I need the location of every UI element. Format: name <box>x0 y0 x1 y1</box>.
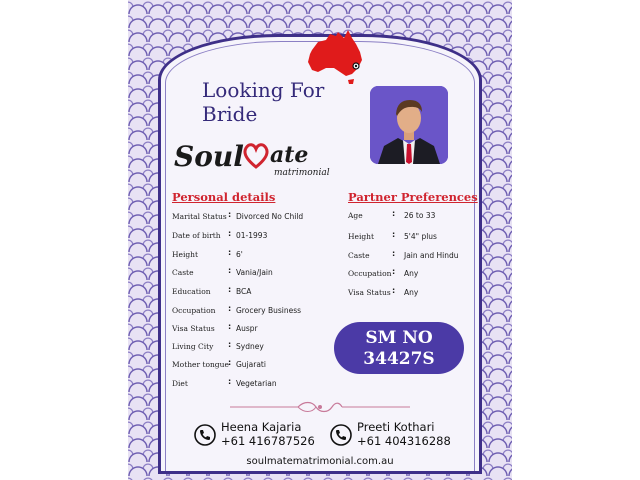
phone-icon <box>330 424 352 446</box>
detail-value: 01-1993 <box>236 231 268 240</box>
detail-row <box>172 250 198 259</box>
sm-number-badge <box>334 322 464 374</box>
title-line-1: Looking For <box>202 78 325 102</box>
preference-value: Any <box>404 288 419 297</box>
contact-phone[interactable]: +61 404316288 <box>357 434 451 448</box>
detail-value: 6' <box>236 250 243 259</box>
colon: : <box>392 209 396 218</box>
detail-value: Sydney <box>236 342 264 351</box>
detail-label: Visa Status <box>172 324 215 333</box>
detail-label: Occupation <box>172 306 216 315</box>
preference-value: 5'4" plus <box>404 232 437 241</box>
phone-icon <box>194 424 216 446</box>
partner-preferences-heading: Partner Preferences <box>348 190 478 204</box>
colon: : <box>228 322 232 331</box>
preference-value: Any <box>404 269 419 278</box>
colon: : <box>228 229 232 238</box>
preference-value: Jain and Hindu <box>404 251 459 260</box>
colon: : <box>228 304 232 313</box>
detail-row <box>172 324 215 333</box>
logo-subtitle: matrimonial <box>274 168 330 178</box>
detail-row <box>172 268 194 277</box>
detail-value: Grocery Business <box>236 306 302 315</box>
poster <box>128 0 512 480</box>
preference-row <box>348 251 370 260</box>
colon: : <box>392 230 396 239</box>
detail-value: Vania/Jain <box>236 268 273 277</box>
sm-number-value: 34427S <box>363 349 435 369</box>
profile-photo <box>370 86 448 164</box>
contact-heena[interactable] <box>194 420 315 448</box>
contact-name: Heena Kajaria <box>221 420 302 434</box>
preference-value: 26 to 33 <box>404 211 436 220</box>
detail-value: Gujarati <box>236 360 266 369</box>
colon: : <box>392 286 396 295</box>
logo-word-soul: Soul <box>174 140 244 173</box>
detail-row <box>172 231 221 240</box>
sm-number-label: SM NO <box>365 328 433 348</box>
preference-label: Height <box>348 232 375 241</box>
preference-row <box>348 269 391 278</box>
detail-value: Auspr <box>236 324 258 333</box>
colon: : <box>228 340 232 349</box>
colon: : <box>228 248 232 257</box>
detail-row <box>172 358 232 369</box>
colon: : <box>228 210 232 219</box>
colon: : <box>228 358 232 367</box>
preference-label: Occupation <box>348 269 392 278</box>
detail-value: BCA <box>236 287 252 296</box>
detail-row <box>172 379 188 388</box>
detail-row <box>172 306 215 315</box>
colon: : <box>392 267 396 276</box>
contact-name: Preeti Kothari <box>357 420 435 434</box>
detail-label: Marital Status <box>172 212 227 221</box>
person-avatar-icon <box>370 86 448 164</box>
detail-value: Divorced No Child <box>236 212 304 221</box>
preference-label: Visa Status <box>348 288 391 297</box>
detail-label: Height <box>172 250 199 259</box>
preference-row <box>348 288 391 297</box>
preference-label: Caste <box>348 251 370 260</box>
contact-phone[interactable]: +61 416787526 <box>221 434 315 448</box>
detail-row <box>172 342 213 351</box>
page-title <box>202 78 352 126</box>
soulmate-logo <box>172 140 332 182</box>
detail-label: Diet <box>172 379 188 388</box>
logo-word-ate: ate <box>270 142 309 168</box>
heart-icon <box>242 140 270 170</box>
preference-row <box>348 232 374 241</box>
contact-preeti[interactable] <box>330 420 451 448</box>
preference-row <box>348 211 363 220</box>
colon: : <box>228 285 232 294</box>
personal-details-heading: Personal details <box>172 190 276 204</box>
title-line-2: Bride <box>202 102 258 126</box>
detail-label: Caste <box>172 268 194 277</box>
preference-label: Age <box>348 211 363 220</box>
detail-row <box>172 287 211 296</box>
detail-label: Living City <box>172 342 214 351</box>
colon: : <box>228 377 232 386</box>
detail-label: Date of birth <box>172 231 221 240</box>
detail-label: Education <box>172 287 211 296</box>
website-link[interactable]: soulmatematrimonial.com.au <box>246 456 394 467</box>
detail-value: Vegetarian <box>236 379 277 388</box>
detail-row <box>172 212 227 221</box>
colon: : <box>228 266 232 275</box>
ornament-divider <box>228 400 412 414</box>
detail-label: Mother tongue <box>172 360 229 369</box>
colon: : <box>392 249 396 258</box>
